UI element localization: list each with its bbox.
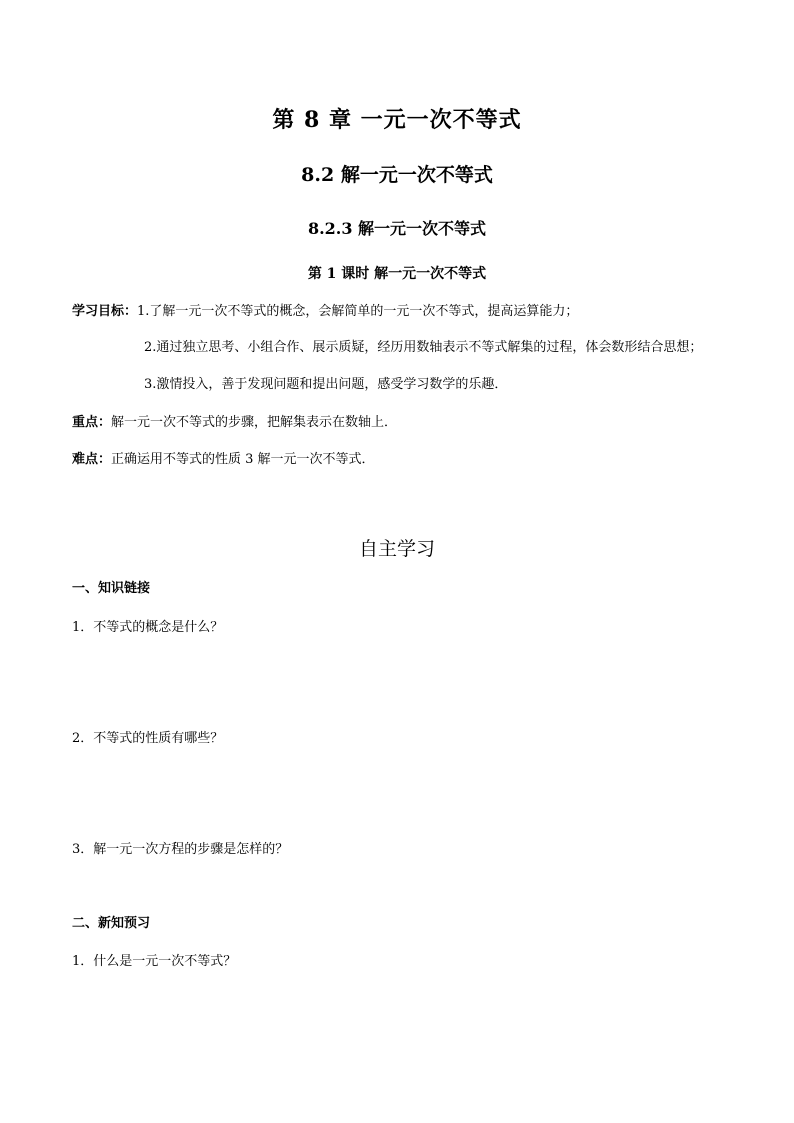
objective-line-2: [144, 339, 702, 357]
chapter-title: 第 8 章 一元一次不等式: [272, 107, 522, 133]
lesson-title: 第 1 课时 解一元一次不等式: [307, 266, 487, 282]
subsection-title: 8.2.3 解一元一次不等式: [307, 219, 487, 238]
question-item: 1．不等式的概念是什么？: [72, 620, 224, 635]
question-item: 3．解一元一次方程的步骤是怎样的？: [72, 842, 289, 857]
question-item: 1．什么是一元一次不等式？: [72, 954, 237, 969]
key-point-label: 重点：: [72, 415, 112, 430]
new-preview-heading: 二、新知预习: [72, 916, 151, 931]
difficulty: [72, 451, 375, 469]
difficulty-text: 正确运用不等式的性质 3 解一元一次不等式．: [111, 452, 375, 467]
difficulty-label: 难点：: [72, 452, 112, 467]
self-study-title: 自主学习: [358, 538, 435, 560]
objective-item-1: 1.了解一元一次不等式的概念，会解简单的一元一次不等式，提高运算能力；: [137, 304, 579, 319]
key-point: [72, 414, 397, 432]
objective-item-3: 3.激情投入，善于发现问题和提出问题，感受学习数学的乐趣．: [144, 377, 508, 392]
objective-item-2: 2.通过独立思考、小组合作、展示质疑，经历用数轴表示不等式解集的过程，体会数形结合思想；: [144, 340, 703, 355]
objectives-label: 学习目标：: [72, 304, 138, 319]
knowledge-link-heading: 一、知识链接: [72, 581, 151, 596]
question-item: 2．不等式的性质有哪些？: [72, 731, 224, 746]
section-title: 8.2 解一元一次不等式: [301, 164, 493, 186]
key-point-text: 解一元一次不等式的步骤，把解集表示在数轴上．: [111, 415, 398, 430]
objective-line-3: [144, 376, 507, 394]
objective-line-1: [72, 303, 578, 321]
